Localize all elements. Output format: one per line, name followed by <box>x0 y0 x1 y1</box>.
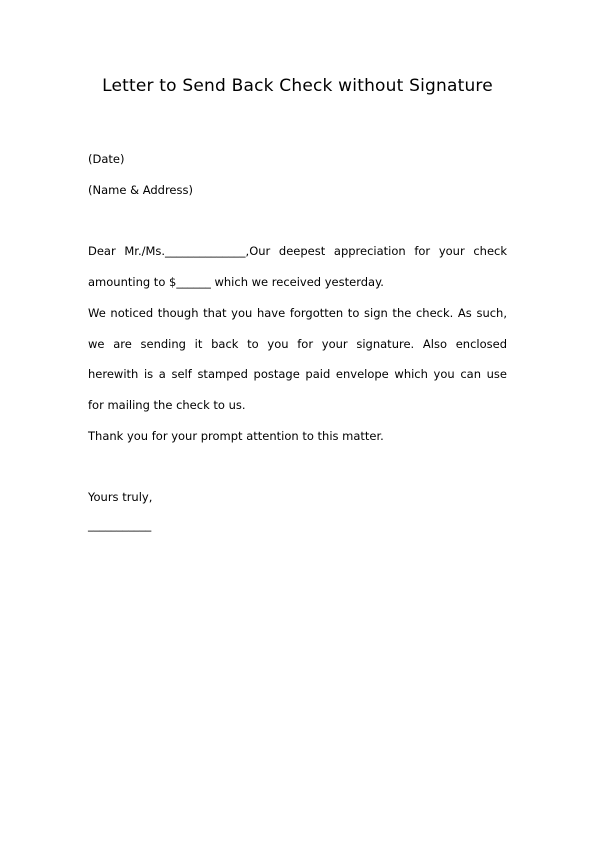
body-line-7: Thank you for your prompt attention to this matter. <box>88 429 384 443</box>
body-line-2: amounting to $______ which we received yesterday. <box>88 275 384 289</box>
body-line-1: Dear Mr./Ms.______________,Our deepest appreciation for your check <box>88 244 507 258</box>
body-line-6: for mailing the check to us. <box>88 398 246 412</box>
body-line-4: we are sending it back to you for your signature. Also enclosed <box>88 337 507 351</box>
letter-title: Letter to Send Back Check without Signature <box>102 76 493 96</box>
signature-line: ___________ <box>88 518 152 532</box>
closing-text: Yours truly, <box>88 490 153 504</box>
name-address-placeholder: (Name & Address) <box>88 183 193 197</box>
body-line-5: herewith is a self stamped postage paid envelope which you can use <box>88 367 507 381</box>
body-line-3: We noticed though that you have forgotten to sign the check. As such, <box>88 306 507 320</box>
date-placeholder: (Date) <box>88 152 125 166</box>
